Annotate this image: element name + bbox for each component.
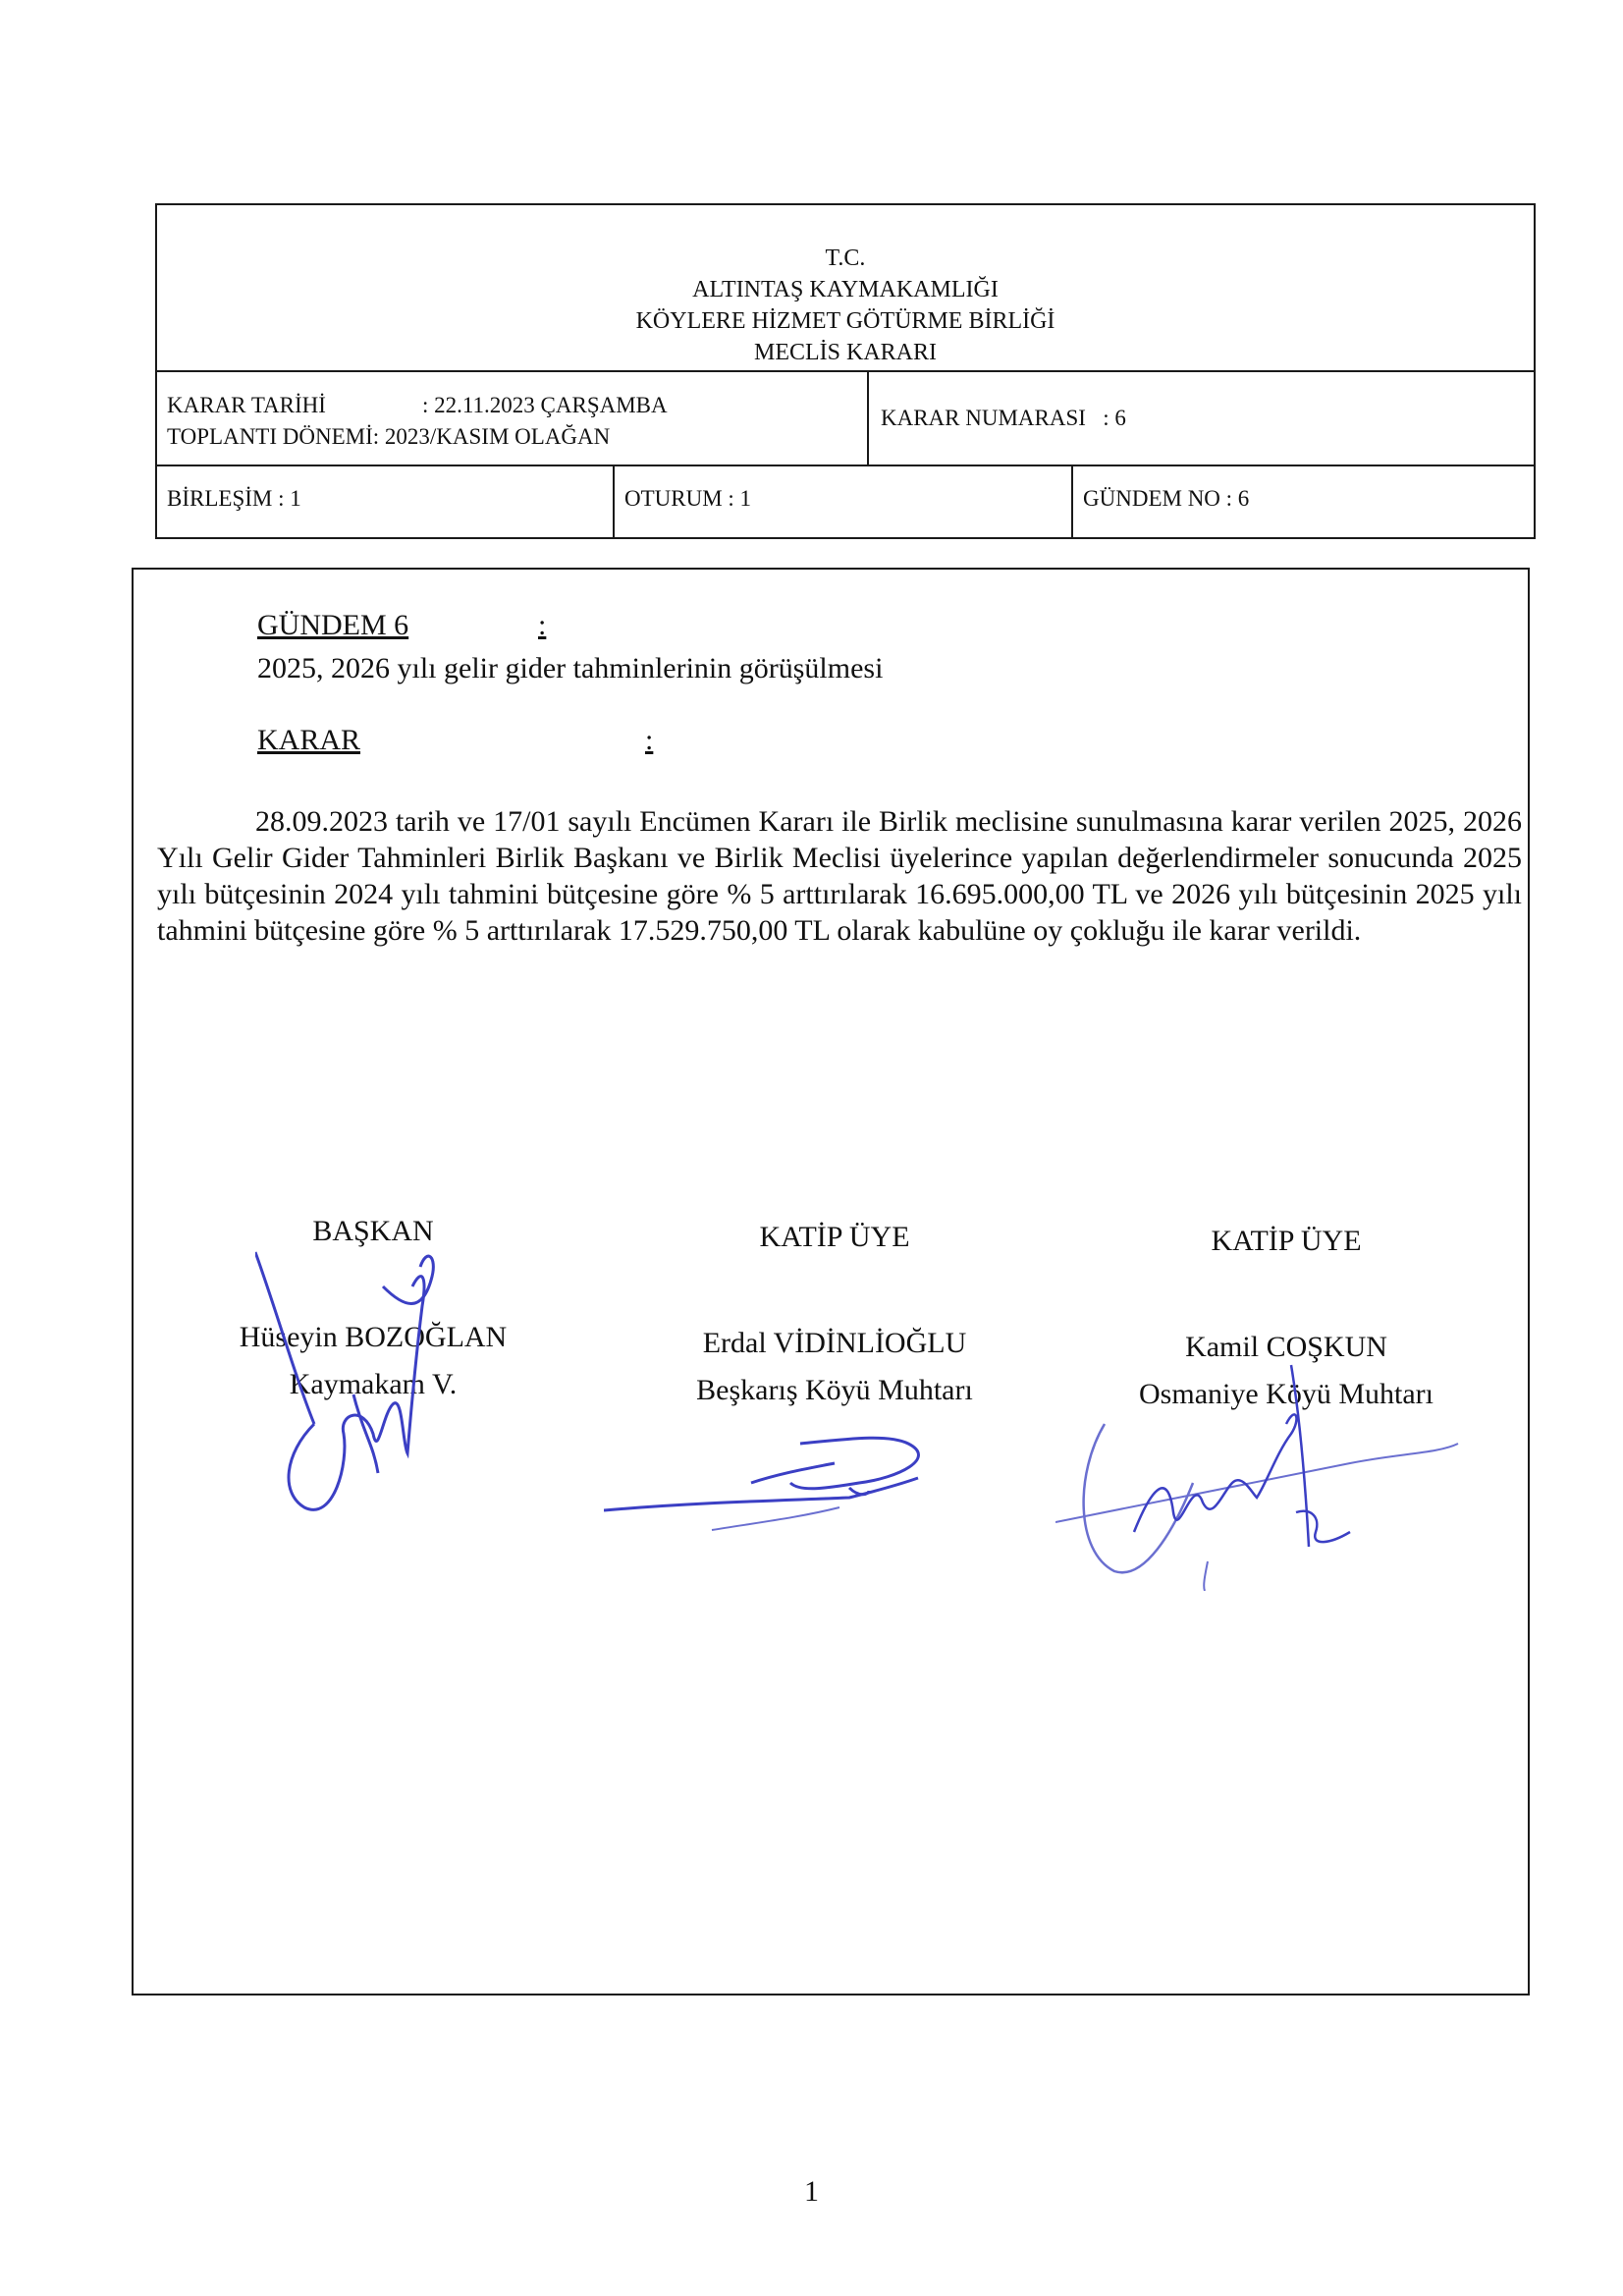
signature-role: KATİP ÜYE (1211, 1225, 1362, 1257)
karar-heading (257, 724, 653, 757)
signature-name: Kamil COŞKUN (1185, 1331, 1387, 1363)
karar-tarihi-value: : 22.11.2023 ÇARŞAMBA (422, 393, 668, 417)
karar-colon: : (645, 724, 654, 756)
toplanti-donemi-line (167, 421, 867, 453)
gundem-label: GÜNDEM 6 (257, 609, 409, 641)
toplanti-donemi-value: 2023/KASIM OLAĞAN (384, 424, 611, 449)
signature-name: Erdal VİDİNLİOĞLU (702, 1327, 967, 1359)
signature-block-baskan (211, 1208, 535, 1408)
gundem-heading (257, 609, 546, 642)
title-line-meclis-karari: MECLİS KARARI (753, 340, 937, 365)
title-line-birlik: KÖYLERE HİZMET GÖTÜRME BİRLİĞİ (635, 308, 1055, 334)
title-line-kaymakamlik: ALTINTAŞ KAYMAKAMLIĞI (692, 277, 999, 302)
karar-tarihi-line (167, 390, 867, 421)
karar-numarasi-cell: KARAR NUMARASI : 6 (881, 406, 1126, 430)
oturum-cell: OTURUM : 1 (615, 466, 1073, 537)
signature-block-katip-1 (648, 1214, 1021, 1414)
signature-title: Kaymakam V. (289, 1368, 458, 1400)
gundem-colon: : (538, 609, 547, 641)
info-row (157, 372, 1534, 466)
session-row (157, 466, 1534, 537)
signature-role: BAŞKAN (312, 1215, 434, 1247)
birlesim-cell: BİRLEŞİM : 1 (157, 466, 615, 537)
toplanti-donemi-label: TOPLANTI DÖNEMİ: (167, 424, 380, 449)
decision-text: 28.09.2023 tarih ve 17/01 sayılı Encümen Kararı ile Birlik meclisine sunulmasına karar verilen 2025, 2026 Yılı Gelir Gider Tahminleri Birlik Başkanı ve Birlik Meclisi üyelerince yapılan değerlendirmeler sonucunda 2025 yılı bütçesinin 2024 yılı tahmini bütçesine göre % 5 arttırılarak 16.695.000,00 TL ve 2026 yılı bütçesinin 2025 yılı tahmini bütçesine göre % 5 arttırılarak 17.529.750,00 TL olarak kabulüne oy çokluğu ile karar verildi. (157, 805, 1522, 947)
page-number: 1 (804, 2175, 819, 2208)
signature-role: KATİP ÜYE (759, 1221, 910, 1253)
signature-name: Hüseyin BOZOĞLAN (239, 1321, 508, 1353)
karar-label: KARAR (257, 724, 361, 756)
signature-block-katip-2 (1100, 1218, 1473, 1418)
title-line-tc: T.C. (825, 246, 866, 271)
karar-tarihi-label: KARAR TARİHİ (167, 393, 326, 417)
gundem-subject: 2025, 2026 yılı gelir gider tahminlerinin görüşülmesi (257, 652, 884, 684)
document-title-block (157, 205, 1534, 372)
signature-title: Beşkarış Köyü Muhtarı (696, 1374, 973, 1406)
signature-title: Osmaniye Köyü Muhtarı (1139, 1378, 1434, 1410)
header-box (155, 203, 1536, 539)
date-period-cell (157, 372, 869, 465)
gundem-no-cell: GÜNDEM NO : 6 (1083, 486, 1250, 511)
